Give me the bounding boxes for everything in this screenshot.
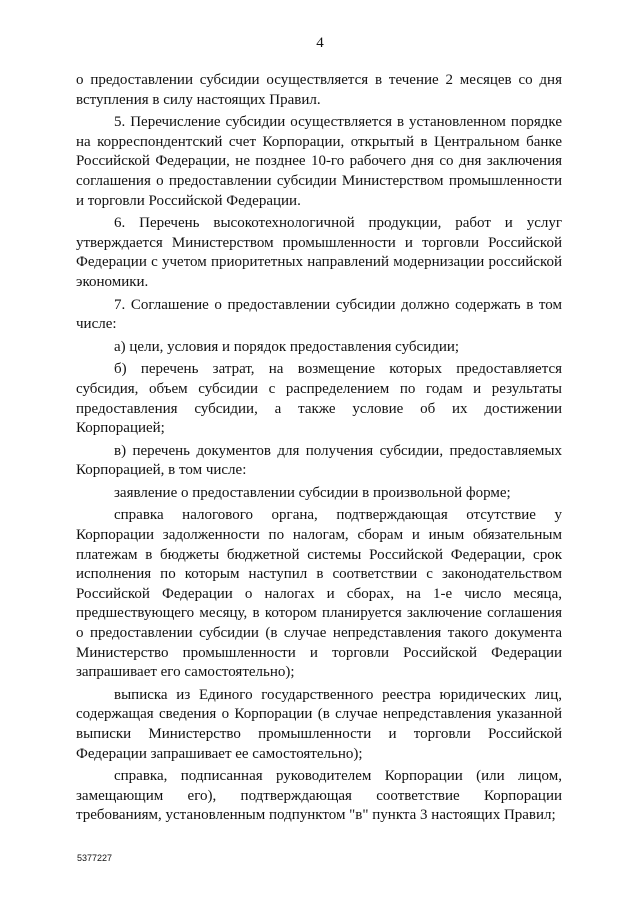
subitem-b: б) перечень затрат, на возмещение которых предоставляется субсидия, объем субсидии с распределением по годам и результаты предоставления субсидии, а также условие об их достижении Корпорацией;	[76, 361, 562, 437]
list-item-registry-extract: выписка из Единого государственного реестра юридических лиц, содержащая сведения о Корпорации (в случае непредставления указанной выписки Министерство промышленности и торговли Российской Федерации запрашивает ее самостоятельно);	[76, 686, 562, 762]
paragraph-item-7: 7. Соглашение о предоставлении субсидии должно содержать в том числе:	[76, 296, 562, 333]
list-item-tax-certificate: справка налогового органа, подтверждающая отсутствие у Корпорации задолженности по налогам, сборам и иным обязательным платежам в бюджеты бюджетной системы Российской Федерации, срок исполнения по которым наступил в соответствии с законодательством Российской Федерации о налогах и сборах, на 1-е число месяца, предшествующего месяцу, в котором планируется заключение соглашения о предоставлении субсидии (в случае непредставления такого документа Министерство промышленности и торговли Российской Федерации запрашивает его самостоятельно);	[76, 507, 562, 681]
paragraph-item-5: 5. Перечисление субсидии осуществляется в установленном порядке на корреспондентский счет Корпорации, открытый в Центральном банке Российской Федерации, не позднее 10-го рабочего дня со дня заключения соглашения о предоставлении субсидии Министерством промышленности и торговли Российской Федерации.	[76, 114, 562, 209]
page-number: 4	[316, 35, 324, 51]
subitem-a: а) цели, условия и порядок предоставления субсидии;	[114, 338, 460, 355]
paragraph-item-6: 6. Перечень высокотехнологичной продукции, работ и услуг утверждается Министерством промышленности и торговли Российской Федерации с учетом приоритетных направлений модернизации российской экономики.	[76, 215, 562, 290]
paragraph-continuation: о предоставлении субсидии осуществляется в течение 2 месяцев со дня вступления в силу настоящих Правил.	[76, 72, 562, 108]
subitem-v: в) перечень документов для получения субсидии, предоставляемых Корпорацией, в том числе:	[76, 442, 562, 479]
document-body	[76, 71, 562, 829]
list-item-application: заявление о предоставлении субсидии в произвольной форме;	[114, 484, 511, 501]
list-item-signed-certificate: справка, подписанная руководителем Корпорации (или лицом, замещающим его), подтверждающая соответствие Корпорации требованиям, установленным подпунктом "в" пункта 3 настоящих Правил;	[76, 768, 562, 824]
document-code: 5377227	[77, 853, 113, 863]
